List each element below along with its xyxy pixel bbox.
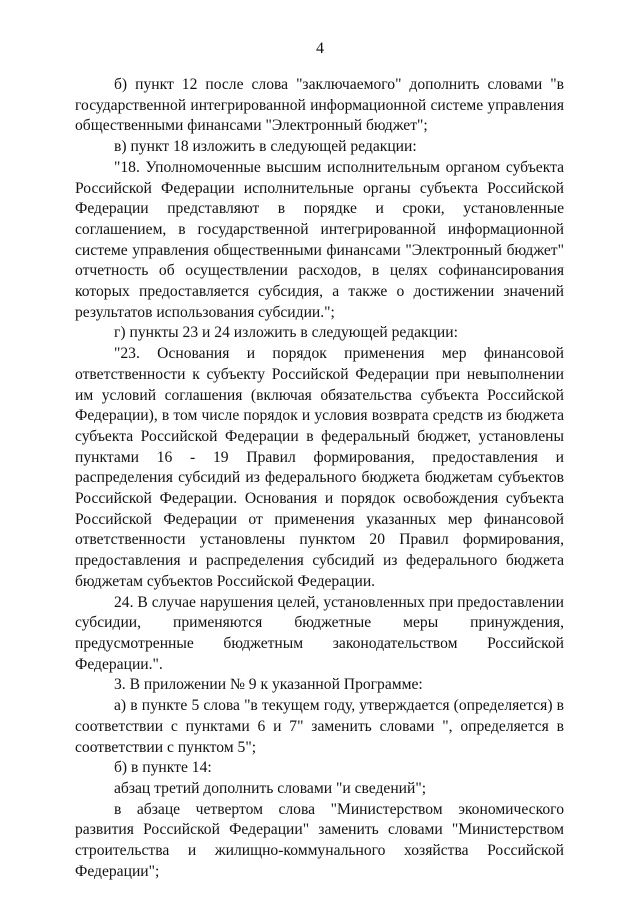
paragraph: б) пункт 12 после слова "заключаемого" дополнить словами "в государственной интегрированной информационной системе управления общественными финансами "Электронный бюджет"; [75, 76, 564, 135]
page-number: 4 [316, 40, 324, 57]
paragraph: б) в пункте 14: [114, 759, 212, 777]
paragraph: "18. Уполномоченные высшим исполнительным органом субъекта Российской Федерации исполнительные органы субъекта Российской Федерации представляют в порядке и сроки, установленные соглашением, в государственной интегрированной информационной системе управления общественными финансами "Электронный бюджет" отчетность об осуществлении расходов, в целях софинансирования которых предоставляется субсидия, а также о достижении значений результатов использования субсидии."; [75, 158, 564, 321]
paragraph: абзац третий дополнить словами "и сведений"; [114, 779, 427, 797]
paragraph: 3. В приложении № 9 к указанной Программе: [114, 676, 423, 694]
paragraph: а) в пункте 5 слова "в текущем году, утверждается (определяется) в соответствии с пунктами 6 и 7" заменить словами ", определяется в соответствии с пунктом 5"; [75, 697, 564, 756]
document-body [75, 75, 564, 882]
paragraph: 24. В случае нарушения целей, установленных при предоставлении субсидии, применяются бюджетные меры принуждения, предусмотренные бюджетным законодательством Российской Федерации.". [75, 593, 564, 673]
paragraph: в) пункт 18 изложить в следующей редакции: [114, 138, 417, 156]
paragraph: в абзаце четвертом слова "Министерством экономического развития Российской Федерации" заменить словами "Министерством строительства и жилищно-коммунального хозяйства Российской Федерации"; [75, 800, 564, 880]
paragraph: "23. Основания и порядок применения мер финансовой ответственности к субъекту Российской Федерации при невыполнении им условий соглашения (включая обязательства субъекта Российской Федерации), в том числе порядок и условия возврата средств из бюджета субъекта Российской Федерации в федеральный бюджет, установлены пунктами 16 - 19 Правил формирования, предоставления и распределения субсидий из федерального бюджета бюджетам субъектов Российской Федерации. Основания и порядок освобождения субъекта Российской Федерации от применения указанных мер финансовой ответственности установлены пунктом 20 Правил формирования, предоставления и распределения субсидий из федерального бюджета бюджетам субъектов Российской Федерации. [75, 345, 564, 590]
paragraph: г) пункты 23 и 24 изложить в следующей редакции: [114, 324, 458, 342]
